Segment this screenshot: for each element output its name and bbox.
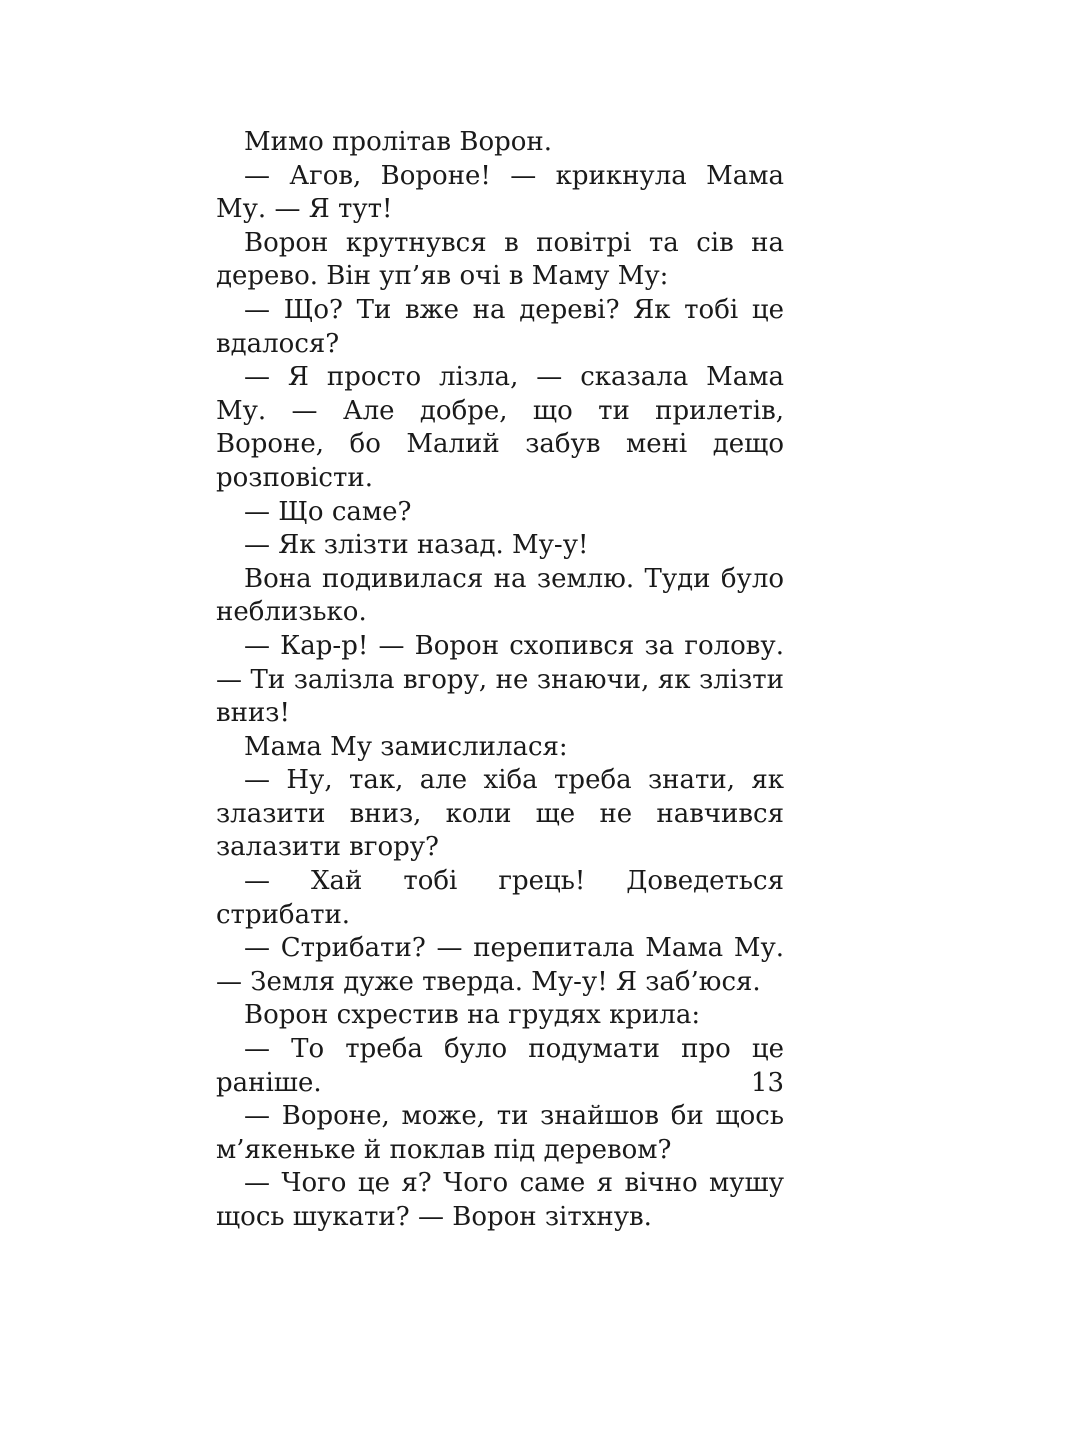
paragraph: — Що? Ти вже на дереві? Як тобі це вдалося? (216, 294, 784, 359)
paragraph: Ворон крутнувся в повітрі та сів на дерево. Він уп’яв очі в Маму Му: (216, 227, 784, 292)
paragraph: — Кар-р! — Ворон схопився за голову. — Ти залізла вгору, не знаючи, як злізти вниз! (216, 630, 784, 729)
paragraph: Вона подивилася на землю. Туди було неблизько. (216, 563, 784, 628)
paragraph: Мама Му замислилася: (244, 731, 568, 762)
paragraph: — Агов, Вороне! — крикнула Мама Му. — Я тут! (216, 160, 784, 225)
paragraph: — Хай тобі грець! Доведеться стрибати. (216, 866, 784, 930)
paragraph: — Я просто лізла, — сказала Мама Му. — Але добре, що ти прилетів, Вороне, бо Малий забув мені дещо розповісти. (216, 362, 784, 493)
paragraph: — Ну, так, але хіба треба знати, як злазити вниз, коли ще не навчився залазити вгору? (216, 765, 784, 863)
paragraph: — Як злізти назад. Му-у! (244, 530, 589, 561)
paragraph: — То треба було подумати про це раніше. (216, 1034, 784, 1098)
paragraph: — Що саме? (244, 496, 412, 527)
paragraph: Ворон схрестив на грудях крила: (244, 1000, 701, 1031)
paragraph: — Чого це я? Чого саме я вічно мушу щось шукати? — Ворон зітхнув. (216, 1168, 784, 1232)
paragraph: — Стрибати? — перепитала Мама Му. — Земля дуже тверда. Му-у! Я заб’юся. (216, 933, 784, 997)
page-number: 13 (750, 1068, 784, 1098)
paragraph: — Вороне, може, ти знайшов би щось м’якеньке й поклав під деревом? (216, 1101, 784, 1165)
story-text (216, 126, 784, 1235)
paragraph: Мимо пролітав Ворон. (244, 127, 552, 157)
